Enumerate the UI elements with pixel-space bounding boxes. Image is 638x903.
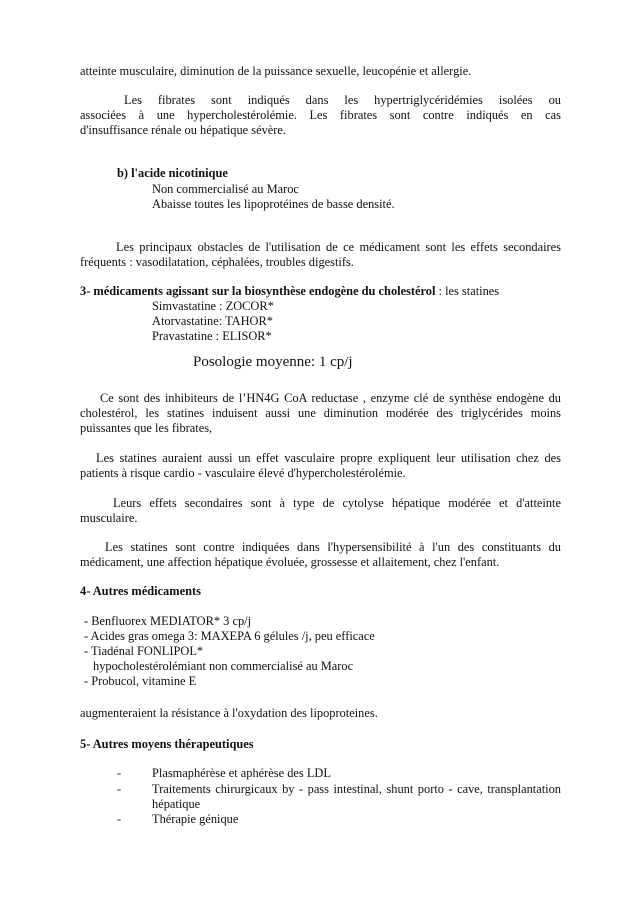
heading-section-3-tail: : les statines <box>435 284 500 298</box>
paragraph-effets-secondaires <box>80 496 561 526</box>
paragraph-line: puissantes que les fibrates, <box>80 421 213 435</box>
paragraph-line: d'insuffisance rénale ou hépatique sévère. <box>80 123 287 137</box>
paragraph-line: fréquents : vasodilatation, céphalées, troubles digestifs. <box>80 255 354 269</box>
paragraph-line: musculaire. <box>80 511 138 525</box>
list-item: Plasmaphérèse et aphérèse des LDL <box>152 766 331 780</box>
paragraph-line: Ce sont des inhibiteurs de l’HN4G CoA reductase , enzyme clé de synthèse endogène du <box>100 391 561 405</box>
paragraph-vasculaire <box>80 451 561 481</box>
paragraph-line: cholestérol, les statines induisent aussi une diminution modérée des triglycérides moins <box>80 406 561 420</box>
bullet-dash: - <box>117 782 122 796</box>
paragraph-obstacles <box>80 240 561 270</box>
bullet-dash: - <box>117 812 122 826</box>
heading-section-3-bold: 3- médicaments agissant sur la biosynthèse endogène du cholestérol <box>80 284 436 298</box>
list-item: - Benfluorex MEDIATOR* 3 cp/j <box>84 614 252 628</box>
paragraph-line: Leurs effets secondaires sont à type de cytolyse hépatique modérée et d'atteinte <box>113 496 561 510</box>
paragraph-inhibiteurs <box>80 391 561 436</box>
paragraph-oxydation: augmenteraient la résistance à l'oxydation des lipoproteines. <box>80 706 378 720</box>
paragraph-line: associées à une hypercholestérolémie. Les fibrates sont contre indiqués en cas <box>80 108 561 122</box>
paragraph-contre-indications <box>80 540 561 570</box>
drug-item: Simvastatine : ZOCOR* <box>152 299 274 313</box>
paragraph-line: Les fibrates sont indiqués dans les hypertriglycéridémies isolées ou <box>124 93 561 107</box>
list-item-line: hépatique <box>152 797 201 811</box>
heading-section-5: 5- Autres moyens thérapeutiques <box>80 737 254 751</box>
posologie: Posologie moyenne: 1 cp/j <box>193 354 353 370</box>
paragraph-fibrates <box>80 93 561 138</box>
drug-item: Pravastatine : ELISOR* <box>152 329 272 343</box>
list-item: - Probucol, vitamine E <box>84 674 197 688</box>
heading-acide-nicotinique: b) l'acide nicotinique <box>117 166 228 180</box>
nicotinique-line: Abaisse toutes les lipoprotéines de basse densité. <box>152 197 395 211</box>
paragraph-line: Les statines auraient aussi un effet vasculaire propre expliquent leur utilisation chez des <box>96 451 561 465</box>
list-item: hypocholestérolémiant non commercialisé au Maroc <box>93 659 354 673</box>
list-item <box>152 782 561 812</box>
list-item: - Acides gras omega 3: MAXEPA 6 gélules /j, peu efficace <box>84 629 375 643</box>
paragraph-intro: atteinte musculaire, diminution de la puissance sexuelle, leucopénie et allergie. <box>80 64 472 78</box>
drug-item: Atorvastatine: TAHOR* <box>152 314 273 328</box>
paragraph-line: patients à risque cardio - vasculaire élevé d'hypercholestérolémie. <box>80 466 406 480</box>
heading-section-4: 4- Autres médicaments <box>80 584 201 598</box>
bullet-dash: - <box>117 766 122 780</box>
heading-section-3 <box>80 284 499 299</box>
list-item: Thérapie génique <box>152 812 239 826</box>
list-item-line: Traitements chirurgicaux by - pass intestinal, shunt porto - cave, transplantation <box>152 782 561 796</box>
list-item: - Tiadénal FONLIPOL* <box>84 644 204 658</box>
paragraph-line: Les principaux obstacles de l'utilisation de ce médicament sont les effets secondaires <box>116 240 561 254</box>
paragraph-line: Les statines sont contre indiquées dans l'hypersensibilité à l'un des constituants du <box>105 540 561 554</box>
nicotinique-line: Non commercialisé au Maroc <box>152 182 299 196</box>
paragraph-line: médicament, une affection hépatique évoluée, grossesse et allaitement, chez l'enfant. <box>80 555 500 569</box>
